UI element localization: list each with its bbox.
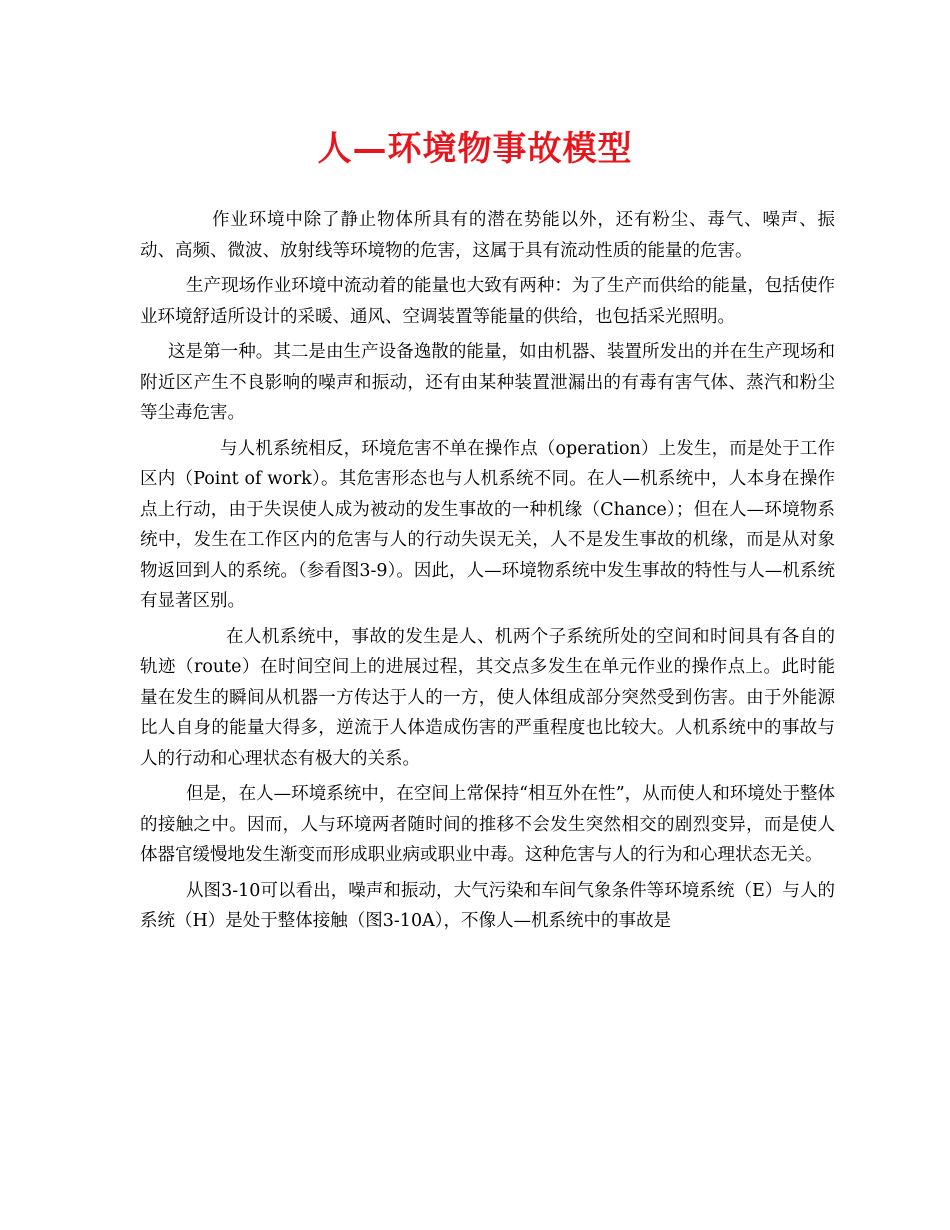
document-title: 人—环境物事故模型: [317, 129, 633, 169]
document-body: [140, 205, 835, 942]
paragraph-work-area-hazards: 与人机系统相反，环境危害不单在操作点（operation）上发生，而是处于工作区内（Point of work）。其危害形态也与人机系统不同。在人—机系统中，人本身在操作点上行动，由于失误使人成为被动的发生事故的一种机缘（Chance）；但在人—环境物系统中，发生在工作区内的危害与人的行动失误无关，人不是发生事故的机缘，而是从对象物返回到人的系统。（参看图3-9）。因此，人—环境物系统中发生事故的特性与人—机系统有显著区别。: [140, 438, 835, 611]
paragraph-figure-reference: 从图3-10可以看出，噪声和振动，大气污染和车间气象条件等环境系统（E）与人的系统（H）是处于整体接触（图3-10A），不像人—机系统中的事故是: [140, 880, 835, 931]
paragraph-environmental-hazards: 作业环境中除了静止物体所具有的潜在势能以外，还有粉尘、毒气、噪声、振动、高频、微波、放射线等环境物的危害，这属于具有流动性质的能量的危害。: [140, 210, 835, 261]
paragraph-man-machine-accidents: 在人机系统中，事故的发生是人、机两个子系统所处的空间和时间具有各自的轨迹（route）在时间空间上的进展过程，其交点多发生在单元作业的操作点上。此时能量在发生的瞬间从机器一方传达于人的一方，使人体组成部分突然受到伤害。由于外能源比人自身的能量大得多，逆流于人体造成伤害的严重程度也比较大。人机系统中的事故与人的行动和心理状态有极大的关系。: [140, 626, 835, 769]
paragraph-energy-types: 生产现场作业环境中流动着的能量也大致有两种：为了生产而供给的能量，包括使作业环境舒适所设计的采暖、通风、空调装置等能量的供给，也包括采光照明。: [140, 276, 835, 327]
paragraph-second-energy-type: 这是第一种。其二是由生产设备逸散的能量，如由机器、装置所发出的并在生产现场和附近区产生不良影响的噪声和振动，还有由某种装置泄漏出的有毒有害气体、蒸汽和粉尘等尘毒危害。: [140, 342, 835, 423]
paragraph-man-environment-contact: 但是，在人—环境系统中，在空间上常保持“相互外在性”，从而使人和环境处于整体的接触之中。因而，人与环境两者随时间的推移不会发生突然相交的剧烈变异，而是使人体器官缓慢地发生渐变而形成职业病或职业中毒。这种危害与人的行为和心理状态无关。: [140, 784, 835, 865]
